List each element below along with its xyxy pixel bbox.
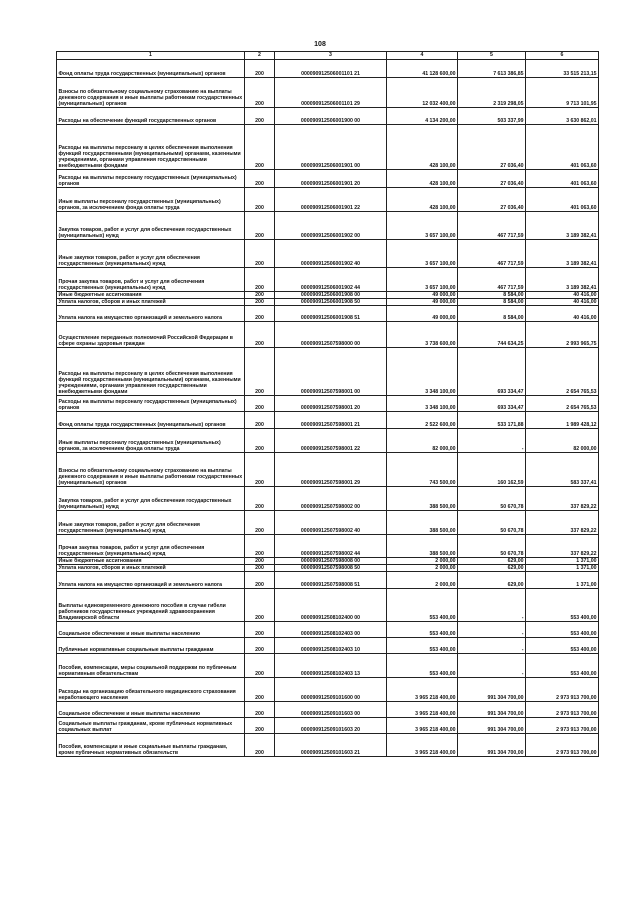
table-row (57, 212, 599, 240)
row-name: Иные закупки товаров, работ и услуг для обеспечения государственных (муниципальных) нужд (57, 511, 245, 535)
row-remaining-amount: 553 400,00 (526, 638, 599, 654)
row-classification-code: 000090912507598001 29 (275, 453, 387, 487)
row-classification-code: 000090912508102403 13 (275, 654, 387, 678)
row-executed-amount: 991 304 700,00 (458, 678, 526, 702)
row-name: Иные закупки товаров, работ и услуг для обеспечения государственных (муниципальных) нужд (57, 240, 245, 268)
row-department-code: 200 (245, 638, 275, 654)
row-approved-amount: 41 128 600,00 (387, 60, 458, 78)
table-row (57, 299, 599, 306)
row-classification-code: 000090912506001908 00 (275, 292, 387, 299)
header-col-1: 1 (57, 52, 245, 60)
table-row (57, 412, 599, 429)
row-approved-amount: 2 000,00 (387, 565, 458, 572)
row-remaining-amount: 2 993 965,75 (526, 322, 599, 348)
row-name: Иные выплаты персоналу государственных (муниципальных) органов, за исключением фонда оплаты труда (57, 188, 245, 212)
row-remaining-amount: 2 654 765,53 (526, 348, 599, 396)
header-col-5: 5 (458, 52, 526, 60)
row-department-code: 200 (245, 558, 275, 565)
row-name: Уплата налога на имущество организаций и земельного налога (57, 572, 245, 589)
row-approved-amount: 2 000,00 (387, 558, 458, 565)
row-department-code: 200 (245, 125, 275, 170)
row-executed-amount: 7 613 386,85 (458, 60, 526, 78)
row-name: Иные выплаты персоналу государственных (муниципальных) органов, за исключением фонда оплаты труда (57, 429, 245, 453)
row-approved-amount: 82 000,00 (387, 429, 458, 453)
row-executed-amount: 8 584,00 (458, 292, 526, 299)
row-department-code: 200 (245, 60, 275, 78)
row-remaining-amount: 337 829,22 (526, 511, 599, 535)
row-classification-code: 000090912507598002 44 (275, 535, 387, 558)
page-number: 108 (314, 41, 326, 48)
table-row (57, 170, 599, 188)
row-classification-code: 000090912507598001 00 (275, 348, 387, 396)
row-approved-amount: 553 400,00 (387, 622, 458, 638)
row-executed-amount: - (458, 589, 526, 622)
row-approved-amount: 3 965 218 400,00 (387, 718, 458, 734)
row-approved-amount: 3 965 218 400,00 (387, 702, 458, 718)
row-name: Расходы на выплаты персоналу государственных (муниципальных) органов (57, 170, 245, 188)
row-department-code: 200 (245, 622, 275, 638)
row-department-code: 200 (245, 654, 275, 678)
row-executed-amount: 533 171,88 (458, 412, 526, 429)
row-classification-code: 000090912506001901 20 (275, 170, 387, 188)
row-classification-code: 000090912507598008 00 (275, 558, 387, 565)
row-name: Социальные выплаты гражданам, кроме публичных нормативных социальных выплат (57, 718, 245, 734)
row-remaining-amount: 3 189 382,41 (526, 212, 599, 240)
row-executed-amount: 50 670,78 (458, 511, 526, 535)
row-remaining-amount: 553 400,00 (526, 654, 599, 678)
row-approved-amount: 3 657 100,00 (387, 240, 458, 268)
row-classification-code: 000090912507598001 22 (275, 429, 387, 453)
row-name: Расходы на выплаты персоналу государственных (муниципальных) органов (57, 396, 245, 412)
row-approved-amount: 49 000,00 (387, 306, 458, 322)
row-executed-amount: 629,00 (458, 565, 526, 572)
table-row (57, 240, 599, 268)
row-remaining-amount: 3 630 862,01 (526, 108, 599, 125)
row-classification-code: 000090912507598008 51 (275, 572, 387, 589)
row-department-code: 200 (245, 212, 275, 240)
row-name: Взносы по обязательному социальному страхованию на выплаты денежного содержания и иные выплаты работникам государственных (муниципальных) органов (57, 453, 245, 487)
row-remaining-amount: 40 416,00 (526, 306, 599, 322)
row-department-code: 200 (245, 535, 275, 558)
row-executed-amount: 27 036,40 (458, 170, 526, 188)
row-executed-amount: 991 304 700,00 (458, 702, 526, 718)
row-executed-amount: 629,00 (458, 558, 526, 565)
row-classification-code: 000090912506001101 21 (275, 60, 387, 78)
row-department-code: 200 (245, 299, 275, 306)
header-col-3: 3 (275, 52, 387, 60)
row-executed-amount: 629,00 (458, 572, 526, 589)
table-row (57, 453, 599, 487)
row-department-code: 200 (245, 322, 275, 348)
row-remaining-amount: 337 829,22 (526, 487, 599, 511)
row-name: Фонд оплаты труда государственных (муниципальных) органов (57, 60, 245, 78)
row-executed-amount: 693 334,47 (458, 396, 526, 412)
row-department-code: 200 (245, 589, 275, 622)
row-name: Уплата налога на имущество организаций и земельного налога (57, 306, 245, 322)
row-classification-code: 000090912507598000 00 (275, 322, 387, 348)
row-executed-amount: 467 717,59 (458, 268, 526, 292)
table-row (57, 396, 599, 412)
row-classification-code: 000090912509101603 20 (275, 718, 387, 734)
row-classification-code: 000090912506001902 44 (275, 268, 387, 292)
row-name: Социальное обеспечение и иные выплаты населению (57, 622, 245, 638)
row-executed-amount: 693 334,47 (458, 348, 526, 396)
table-row (57, 78, 599, 108)
header-col-4: 4 (387, 52, 458, 60)
row-executed-amount: - (458, 638, 526, 654)
row-approved-amount: 428 100,00 (387, 125, 458, 170)
row-classification-code: 000090912507598001 20 (275, 396, 387, 412)
row-approved-amount: 743 500,00 (387, 453, 458, 487)
table-row (57, 558, 599, 565)
row-approved-amount: 12 032 400,00 (387, 78, 458, 108)
table-row (57, 487, 599, 511)
row-classification-code: 000090912506001900 00 (275, 108, 387, 125)
row-approved-amount: 428 100,00 (387, 188, 458, 212)
row-executed-amount: 8 584,00 (458, 299, 526, 306)
row-name: Взносы по обязательному социальному страхованию на выплаты денежного содержания и иные выплаты работникам государственных (муниципальных) органов (57, 78, 245, 108)
row-name: Фонд оплаты труда государственных (муниципальных) органов (57, 412, 245, 429)
table-row (57, 565, 599, 572)
table-row (57, 125, 599, 170)
row-remaining-amount: 40 416,00 (526, 292, 599, 299)
row-department-code: 200 (245, 453, 275, 487)
row-name: Прочая закупка товаров, работ и услуг для обеспечения государственных (муниципальных) нужд (57, 268, 245, 292)
row-approved-amount: 388 500,00 (387, 487, 458, 511)
row-remaining-amount: 553 400,00 (526, 589, 599, 622)
row-department-code: 200 (245, 306, 275, 322)
row-remaining-amount: 3 189 382,41 (526, 268, 599, 292)
row-remaining-amount: 9 713 101,95 (526, 78, 599, 108)
row-classification-code: 000090912506001902 00 (275, 212, 387, 240)
row-remaining-amount: 401 063,60 (526, 125, 599, 170)
row-executed-amount: 744 634,25 (458, 322, 526, 348)
table-row (57, 678, 599, 702)
row-executed-amount: - (458, 429, 526, 453)
table-row (57, 622, 599, 638)
row-remaining-amount: 583 337,41 (526, 453, 599, 487)
table-row (57, 60, 599, 78)
row-department-code: 200 (245, 268, 275, 292)
row-classification-code: 000090912507598008 50 (275, 565, 387, 572)
row-approved-amount: 388 500,00 (387, 511, 458, 535)
row-department-code: 200 (245, 396, 275, 412)
row-department-code: 200 (245, 240, 275, 268)
row-remaining-amount: 82 000,00 (526, 429, 599, 453)
row-department-code: 200 (245, 348, 275, 396)
table-row (57, 572, 599, 589)
row-approved-amount: 3 348 100,00 (387, 348, 458, 396)
row-remaining-amount: 2 973 913 700,00 (526, 678, 599, 702)
table-row (57, 511, 599, 535)
row-name: Закупка товаров, работ и услуг для обеспечения государственных (муниципальных) нужд (57, 487, 245, 511)
row-classification-code: 000090912509101603 00 (275, 702, 387, 718)
row-classification-code: 000090912506001908 51 (275, 306, 387, 322)
row-approved-amount: 3 348 100,00 (387, 396, 458, 412)
row-name: Расходы на выплаты персоналу в целях обеспечения выполнения функций государственными (муниципальными) органами, казенными учреждениями, органами управления государственными внебюджетными фондами (57, 348, 245, 396)
row-executed-amount: 991 304 700,00 (458, 734, 526, 757)
row-classification-code: 000090912506001901 00 (275, 125, 387, 170)
row-classification-code: 000090912508102403 10 (275, 638, 387, 654)
row-name: Публичные нормативные социальные выплаты гражданам (57, 638, 245, 654)
row-department-code: 200 (245, 734, 275, 757)
row-classification-code: 000090912507598002 00 (275, 487, 387, 511)
row-approved-amount: 2 522 600,00 (387, 412, 458, 429)
row-name: Уплата налогов, сборов и иных платежей (57, 565, 245, 572)
row-executed-amount: 467 717,59 (458, 240, 526, 268)
row-classification-code: 000090912507598002 40 (275, 511, 387, 535)
row-remaining-amount: 1 371,00 (526, 572, 599, 589)
row-name: Прочая закупка товаров, работ и услуг для обеспечения государственных (муниципальных) нужд (57, 535, 245, 558)
row-department-code: 200 (245, 487, 275, 511)
row-executed-amount: 160 162,59 (458, 453, 526, 487)
row-classification-code: 000090912508102400 00 (275, 589, 387, 622)
table-body (57, 60, 599, 757)
row-executed-amount: 467 717,59 (458, 212, 526, 240)
row-remaining-amount: 2 973 913 700,00 (526, 718, 599, 734)
row-name: Иные бюджетные ассигнования (57, 558, 245, 565)
table-row (57, 322, 599, 348)
table-row (57, 638, 599, 654)
table-row (57, 348, 599, 396)
row-approved-amount: 2 000,00 (387, 572, 458, 589)
table-row (57, 718, 599, 734)
row-classification-code: 000090912509101603 21 (275, 734, 387, 757)
row-classification-code: 000090912508102403 00 (275, 622, 387, 638)
row-department-code: 200 (245, 78, 275, 108)
table-row (57, 268, 599, 292)
row-name: Выплаты единовременного денежного пособия в случае гибели работников государственных учреждений здравоохранения Владимирской области (57, 589, 245, 622)
row-executed-amount: 27 036,40 (458, 188, 526, 212)
table-row (57, 429, 599, 453)
row-remaining-amount: 2 973 913 700,00 (526, 702, 599, 718)
row-remaining-amount: 401 063,60 (526, 170, 599, 188)
row-department-code: 200 (245, 170, 275, 188)
table-row (57, 702, 599, 718)
table-row (57, 589, 599, 622)
row-name: Пособия, компенсации, меры социальной поддержки по публичным нормативным обязательствам (57, 654, 245, 678)
table-row (57, 306, 599, 322)
row-approved-amount: 388 500,00 (387, 535, 458, 558)
row-executed-amount: - (458, 654, 526, 678)
row-executed-amount: 503 337,99 (458, 108, 526, 125)
row-department-code: 200 (245, 511, 275, 535)
row-name: Пособия, компенсации и иные социальные выплаты гражданам, кроме публичных нормативных обязательств (57, 734, 245, 757)
header-col-2: 2 (245, 52, 275, 60)
row-classification-code: 000090912506001908 50 (275, 299, 387, 306)
row-executed-amount: 8 584,00 (458, 306, 526, 322)
row-approved-amount: 3 965 218 400,00 (387, 734, 458, 757)
row-classification-code: 000090912506001901 22 (275, 188, 387, 212)
row-approved-amount: 3 657 100,00 (387, 212, 458, 240)
row-department-code: 200 (245, 412, 275, 429)
row-department-code: 200 (245, 702, 275, 718)
row-executed-amount: 27 036,40 (458, 125, 526, 170)
row-remaining-amount: 2 654 765,53 (526, 396, 599, 412)
row-executed-amount: 50 670,78 (458, 487, 526, 511)
table-row (57, 188, 599, 212)
row-classification-code: 000090912509101600 00 (275, 678, 387, 702)
row-remaining-amount: 553 400,00 (526, 622, 599, 638)
row-department-code: 200 (245, 188, 275, 212)
row-remaining-amount: 401 063,60 (526, 188, 599, 212)
row-approved-amount: 4 134 200,00 (387, 108, 458, 125)
row-department-code: 200 (245, 292, 275, 299)
row-remaining-amount: 2 973 913 700,00 (526, 734, 599, 757)
row-name: Иные бюджетные ассигнования (57, 292, 245, 299)
row-approved-amount: 49 000,00 (387, 299, 458, 306)
row-approved-amount: 3 657 100,00 (387, 268, 458, 292)
header-col-6: 6 (526, 52, 599, 60)
row-department-code: 200 (245, 108, 275, 125)
row-name: Расходы на выплаты персоналу в целях обеспечения выполнения функций государственными (муниципальными) органами, казенными учреждениями, органами управления государственными внебюджетными фондами (57, 125, 245, 170)
table-row (57, 292, 599, 299)
table-row (57, 535, 599, 558)
row-approved-amount: 49 000,00 (387, 292, 458, 299)
row-name: Закупка товаров, работ и услуг для обеспечения государственных (муниципальных) нужд (57, 212, 245, 240)
row-approved-amount: 428 100,00 (387, 170, 458, 188)
row-department-code: 200 (245, 429, 275, 453)
row-department-code: 200 (245, 565, 275, 572)
row-name: Уплата налогов, сборов и иных платежей (57, 299, 245, 306)
row-classification-code: 000090912507598001 21 (275, 412, 387, 429)
table-row (57, 108, 599, 125)
row-name: Социальное обеспечение и иные выплаты населению (57, 702, 245, 718)
row-remaining-amount: 33 515 213,15 (526, 60, 599, 78)
row-approved-amount: 553 400,00 (387, 638, 458, 654)
row-approved-amount: 553 400,00 (387, 654, 458, 678)
row-name: Расходы на обеспечение функций государственных органов (57, 108, 245, 125)
row-remaining-amount: 1 371,00 (526, 558, 599, 565)
row-executed-amount: - (458, 622, 526, 638)
row-department-code: 200 (245, 678, 275, 702)
row-approved-amount: 3 965 218 400,00 (387, 678, 458, 702)
row-remaining-amount: 1 371,00 (526, 565, 599, 572)
table-row (57, 654, 599, 678)
row-executed-amount: 2 319 298,05 (458, 78, 526, 108)
row-name: Расходы на организацию обязательного медицинского страхования неработающего населения (57, 678, 245, 702)
row-remaining-amount: 40 416,00 (526, 299, 599, 306)
row-name: Осуществление переданных полномочий Российской Федерации в сфере охраны здоровья граждан (57, 322, 245, 348)
table-header-row (57, 52, 599, 60)
row-approved-amount: 553 400,00 (387, 589, 458, 622)
row-executed-amount: 50 670,78 (458, 535, 526, 558)
row-remaining-amount: 337 829,22 (526, 535, 599, 558)
row-department-code: 200 (245, 718, 275, 734)
row-classification-code: 000090912506001101 29 (275, 78, 387, 108)
row-remaining-amount: 3 189 382,41 (526, 240, 599, 268)
table-row (57, 734, 599, 757)
row-classification-code: 000090912506001902 40 (275, 240, 387, 268)
row-executed-amount: 991 304 700,00 (458, 718, 526, 734)
row-department-code: 200 (245, 572, 275, 589)
row-approved-amount: 3 738 600,00 (387, 322, 458, 348)
budget-table (56, 51, 599, 757)
row-remaining-amount: 1 989 428,12 (526, 412, 599, 429)
